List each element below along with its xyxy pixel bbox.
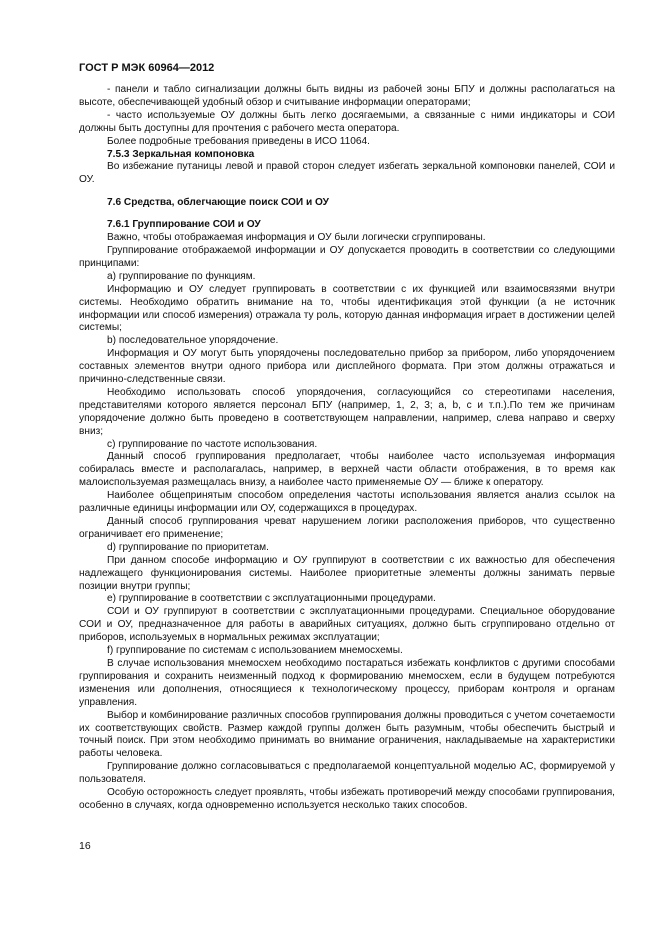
paragraph: - часто используемые ОУ должны быть легко досягаемыми, а связанные с ними индикаторы и СОИ должны быть доступны для прочтения с рабочего места оператора. bbox=[79, 109, 615, 134]
paragraph: Наиболее общепринятым способом определения частоты использования является анализ ссылок на различные единицы информации или ОУ, содержащихся в процедурах. bbox=[79, 490, 615, 515]
list-item: f) группирование по системам с использованием мнемосхемы. bbox=[107, 645, 403, 657]
paragraph: Более подробные требования приведены в ИСО 11064. bbox=[107, 135, 370, 147]
subsection-heading: 7.5.3 Зеркальная компоновка bbox=[107, 148, 255, 160]
paragraph: Группирование отображаемой информации и ОУ допускается проводить в соответствии со следующими принципами: bbox=[79, 244, 615, 269]
paragraph: В случае использования мнемосхем необходимо постараться избежать конфликтов с другими способами группирования и сохранить неизменный подход к формированию мнемосхем, если в будущем потребуются изменения или дополнения, относящиеся к технологическому процессу, приборам контроля и органам управления. bbox=[79, 657, 615, 708]
paragraph: Информацию и ОУ следует группировать в соответствии с их функцией или взаимосвязями внутри системы. Необходимо обратить внимание на то, чтобы идентификация этой функции (а не источник информации или способ измерения) отражала ту роль, которую данная информация играет в достижении целей системы; bbox=[79, 283, 615, 334]
list-item: a) группирование по функциям. bbox=[107, 270, 256, 282]
paragraph: Во избежание путаницы левой и правой сторон следует избегать зеркальной компоновки панелей, СОИ и ОУ. bbox=[79, 161, 615, 186]
paragraph: Данный способ группирования чреват нарушением логики расположения приборов, что существенно ограничивает его применение; bbox=[79, 516, 615, 540]
section-heading: 7.6 Средства, облегчающие поиск СОИ и ОУ bbox=[107, 197, 329, 209]
paragraph: Важно, чтобы отображаемая информация и ОУ были логически сгруппированы. bbox=[107, 232, 486, 244]
paragraph: Выбор и комбинирование различных способов группирования должны проводиться с учетом сочетаемости их соответствующих свойств. Размер каждой группы должен быть разумным, чтобы обеспечить быстрый и точный поиск. При этом необходимо принимать во внимание ограничения, накладываемые на характеристики работы человека. bbox=[79, 709, 615, 760]
paragraph: Информация и ОУ могут быть упорядочены последовательно прибор за прибором, либо упорядочением составных элементов внутри одного прибора или дисплейного формата. При этом должны отражаться и причинно-следственные связи. bbox=[79, 348, 615, 386]
list-item: e) группирование в соответствии с эксплуатационными процедурами. bbox=[107, 593, 436, 605]
page-header: ГОСТ Р МЭК 60964—2012 bbox=[79, 62, 215, 74]
paragraph: Группирование должно согласовываться с предполагаемой концептуальной моделью АС, формируемой у пользователя. bbox=[79, 761, 615, 786]
paragraph: - панели и табло сигнализации должны быть видны из рабочей зоны БПУ и должны располагаться на высоте, обеспечивающей удобный обзор и считывание информации операторами; bbox=[79, 84, 615, 108]
paragraph: Данный способ группирования предполагает, чтобы наиболее часто используемая информация собиралась вместе и располагалась, например, в верхней части области отображения, в то время как малоиспользуемая размещалась внизу, а наиболее часто применяемые ОУ — ближе к оператору. bbox=[79, 451, 615, 489]
paragraph: Особую осторожность следует проявлять, чтобы избежать противоречий между способами группирования, особенно в случаях, когда одновременно используется несколько таких способов. bbox=[79, 787, 615, 811]
page-number: 16 bbox=[79, 840, 91, 852]
paragraph: СОИ и ОУ группируют в соответствии с эксплуатационными процедурами. Специальное оборудование СОИ и ОУ, предназначенное для работы в аварийных ситуациях, должно быть сгруппировано отдельно от приборов, используемых в нормальных режимах эксплуатации; bbox=[79, 606, 615, 644]
paragraph: При данном способе информацию и ОУ группируют в соответствии с их важностью для обеспечения надлежащего функционирования системы. Наиболее приоритетные элементы должны занимать первые позиции внутри группы; bbox=[79, 554, 615, 592]
paragraph: Необходимо использовать способ упорядочения, согласующийся со стереотипами населения, представителями которого является персонал БПУ (например, 1, 2, 3; a, b, c и т.п.).По тем же причинам упорядочение должно быть проведено в соответствующем направлении, например, слева направо и сверху вниз; bbox=[79, 386, 615, 437]
list-item: d) группирование по приоритетам. bbox=[107, 541, 269, 553]
list-item: b) последовательное упорядочение. bbox=[107, 335, 279, 347]
list-item: c) группирование по частоте использования. bbox=[107, 438, 318, 450]
page-body bbox=[79, 84, 615, 813]
subsection-heading: 7.6.1 Группирование СОИ и ОУ bbox=[107, 219, 261, 231]
